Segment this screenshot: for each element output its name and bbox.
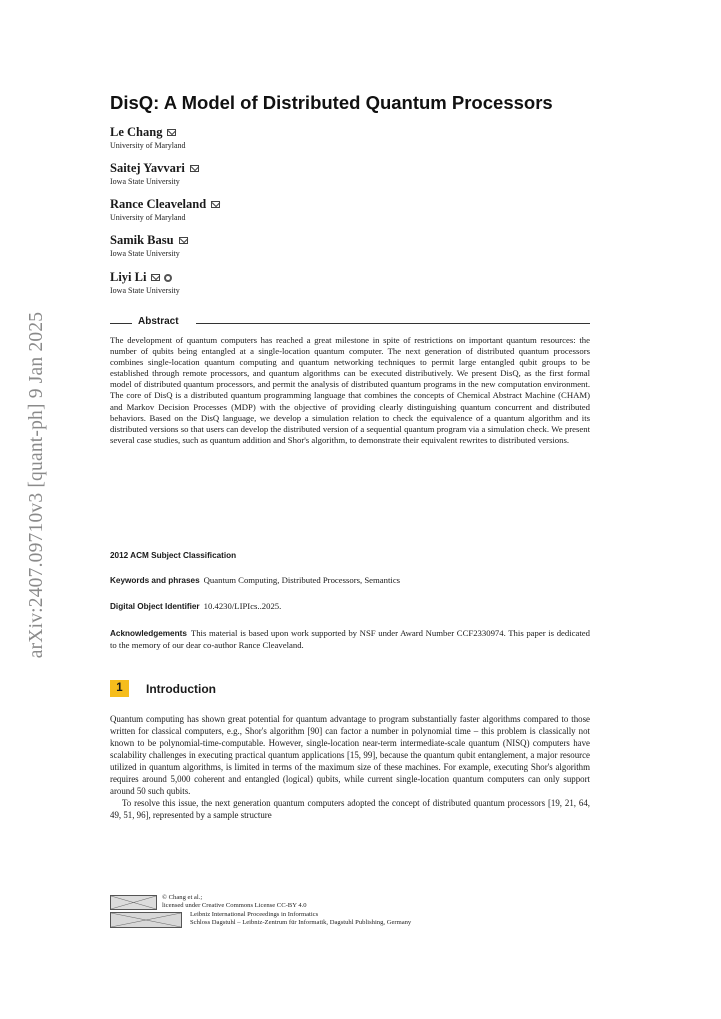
copyright-text: © Chang et al.; — [162, 894, 203, 901]
author-name: Le Chang — [110, 125, 163, 139]
publisher-text: Schloss Dagstuhl – Leibniz-Zentrum für Informatik, Dagstuhl Publishing, Germany — [190, 919, 412, 926]
author-block — [110, 161, 410, 187]
author-block — [110, 197, 410, 223]
arxiv-id-text: arXiv:2407.09710v3 [quant-ph] 9 Jan 2025 — [26, 311, 47, 659]
abstract-rule-right — [196, 323, 590, 324]
mail-icon[interactable] — [190, 165, 199, 172]
author-name: Samik Basu — [110, 233, 174, 247]
doi-value[interactable]: 10.4230/LIPIcs..2025. — [203, 601, 282, 611]
keywords-line — [110, 575, 590, 587]
section-number-badge: 1 — [110, 680, 129, 697]
acknowledgements — [110, 628, 590, 651]
acm-classification — [110, 550, 590, 562]
abstract-text: The development of quantum computers has reached a great milestone in spite of restrictions on important quantum resources: the number of qubits being entangled at a single-location quantum computer. The next generation of distributed quantum processors combines single-location quantum computing and quantum networking techniques to permit large entangled qubit groups to be established through remote processors, and quantum algorithms can be executed distributively. We present DisQ, as the first formal model of distributed quantum processors, and permit the analysis of distributed quantum programs in the new computation environment. The core of DisQ is a distributed quantum programming language that combines the concepts of Chemical Abstract Machine (CHAM) and Markov Decision Processes (MDP) with the objective of providing clearly distinguishing quantum concurrent and distributed behaviors. Based on the DisQ language, we develop a simulation relation to check the equivalence of a quantum algorithm and its distributed versions so that users can develop the distributed version of a sequential quantum program via a simulation check. We present several case studies, such as quantum addition and Shor's algorithm, to demonstrate their equivalent rewrites to distributed versions. — [110, 335, 590, 445]
author-name: Liyi Li — [110, 270, 147, 284]
ack-label: Acknowledgements — [110, 629, 187, 638]
keywords-label: Keywords and phrases — [110, 576, 200, 585]
footer — [110, 892, 590, 932]
ack-value: This material is based upon work supported by NSF under Award Number CCF2330974. This paper is dedicated to the memory of our dear co-author Rance Cleaveland. — [110, 628, 590, 650]
abstract-rule-left — [110, 323, 132, 324]
paper-title: DisQ: A Model of Distributed Quantum Processors — [110, 92, 553, 113]
author-block — [110, 125, 410, 151]
author-block — [110, 233, 410, 259]
doi-line — [110, 601, 590, 613]
section-heading-introduction — [110, 680, 216, 697]
author-name: Rance Cleaveland — [110, 197, 207, 211]
author-affiliation: University of Maryland — [110, 213, 186, 222]
mail-icon[interactable] — [151, 274, 160, 281]
paragraph: To resolve this issue, the next generation quantum computers adopted the concept of distributed quantum processors [19, 21, 64, 49, 51, 96], represented by a sample structure — [110, 798, 590, 821]
series-text: Leibniz International Proceedings in Informatics — [190, 911, 319, 918]
acm-label: 2012 ACM Subject Classification — [110, 551, 237, 560]
doi-label: Digital Object Identifier — [110, 602, 200, 611]
author-affiliation: University of Maryland — [110, 141, 186, 150]
arxiv-stamp — [22, 311, 52, 659]
license-text: licensed under Creative Commons License CC-BY 4.0 — [162, 902, 307, 909]
abstract-heading: Abstract — [138, 316, 185, 327]
abstract-header — [110, 316, 590, 330]
lipics-logo — [110, 912, 182, 928]
paragraph: Quantum computing has shown great potential for quantum advantage to program substantially faster algorithms compared to those written for classical computers, e.g., Shor's algorithm [90] can factor a number in polynomial time – this problem is classically not known to be polynomial-time-computable. However, single-location near-term intermediate-scale quantum (NISQ) computers have scalability challenges in executing practical quantum applications [15, 99], because the quantum qubit entanglement, a major resource utilized in quantum algorithms, is limited in terms of the maximum size of these machines. For example, executing Shor's algorithm requires around 5,000 coherent and entangled (logical) qubits, while current single-location quantum computers can only support around 50 such qubits. — [110, 714, 590, 797]
author-affiliation: Iowa State University — [110, 177, 180, 186]
author-block — [110, 270, 410, 296]
author-name: Saitej Yavvari — [110, 161, 185, 175]
mail-icon[interactable] — [167, 129, 176, 136]
cc-license-badge — [110, 895, 157, 910]
mail-icon[interactable] — [179, 237, 188, 244]
author-affiliation: Iowa State University — [110, 249, 180, 258]
keywords-value: Quantum Computing, Distributed Processors, Semantics — [203, 575, 401, 585]
section-title: Introduction — [146, 681, 216, 696]
author-affiliation: Iowa State University — [110, 286, 180, 295]
orcid-icon[interactable] — [164, 274, 172, 282]
introduction-body — [110, 713, 590, 821]
mail-icon[interactable] — [211, 201, 220, 208]
